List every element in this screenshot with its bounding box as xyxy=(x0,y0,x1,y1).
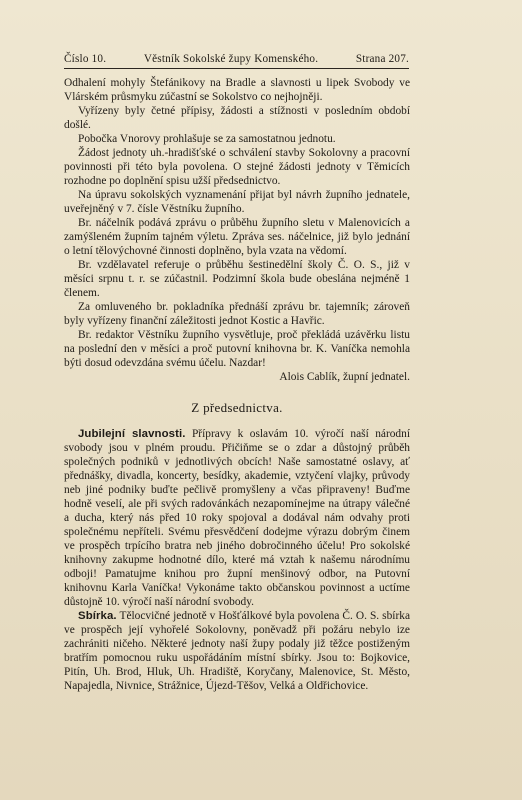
paragraph-lead: Jubilejní slavnosti. xyxy=(78,428,186,440)
page-content xyxy=(64,76,410,693)
paragraph: Br. náčelník podává zprávu o průběhu župního sletu v Malenovicích a zamýšleném župním tajném výletu. Zpráva ses. náčelnice, již bylo jednání o letní tělovýchovné činnosti doplněno, byla vzata na vědomí. xyxy=(64,217,410,257)
issue-number: Číslo 10. xyxy=(64,53,107,65)
paragraph: Pobočka Vnorovy prohlašuje se za samostatnou jednotu. xyxy=(78,133,336,145)
paragraph: Odhalení mohyly Štefánikovy na Bradle a slavnosti u lipek Svobody ve Vlárském průsmyku zúčastní se Sokolstvo co nejhojněji. xyxy=(64,77,410,103)
paragraph-text: Přípravy k oslavám 10. výročí naší národní svobody jsou v plném proudu. Přičiňme se o zdar a důstojný průběh společných podniků v jednotlivých obcích! Naše samostatné oslavy, ať přednášky, divadla, koncerty, besídky, akademie, vztyčení vlajky, průvody neb jiné podniky buďte pečlivě promyšleny a včas připraveny! Buďme hodně veselí, ale při svých radovánkách nezapomínejme na útrapy válečné a ducha, který nás před 10 roky spojoval a dodával nám odvahy proti společnému nepříteli. Svému přesvědčení dodejme výrazu dobrým činem ve prospěch trpícího bratra neb jiného dobročinného účelu! Pro sokolské knihovny zakupme hodnotné dílo, které má vztah k našemu národnímu odboji! Pamatujme knihou pro župní menšinový odbor, na Putovní knihovnu Karla Vaníčka! Vykonáme takto občanskou povinnost a uctíme důstojně 10. výročí naší národní svobody. xyxy=(64,428,410,608)
paragraph: Za omluveného br. pokladníka přednáší zprávu br. tajemník; zároveň byly vyřízeny finanční záležitosti jednot Kostic a Havřic. xyxy=(64,301,410,327)
paragraph: Br. redaktor Věstníku župního vysvětluje, proč překládá uzávěrku listu na poslední den v měsíci a proč putovní knihovna br. K. Vaníčka nemohla býti dosud odevzdána svému účelu. Nazdar! xyxy=(64,329,410,369)
section-title: Z předsednictva. xyxy=(191,400,283,415)
paragraph-lead: Sbírka. xyxy=(78,610,117,622)
paragraph: Br. vzdělavatel referuje o průběhu šestinedělní školy Č. O. S., již v měsíci srpnu t. r. se zúčastnil. Podzimní škola bude obeslána nejméně 1 členem. xyxy=(64,259,410,299)
signature: Alois Cablík, župní jednatel. xyxy=(279,371,410,383)
page-number: Strana 207. xyxy=(355,53,409,65)
journal-title: Věstník Sokolské župy Komenského. xyxy=(143,53,319,65)
paragraph-text: Tělocvičné jednotě v Hošťálkové byla povolena Č. O. S. sbírka ve prospěch její vyhořelé Sokolovny, poněvadž při požáru nebylo ize zachrániti ničeho. Některé jednoty naší župy podaly již těžce postiženým bratřím pomocnou ruku uspořádáním místní sbírky. Jsou to: Bojkovice, Pitín, Uh. Brod, Hluk, Uh. Hradiště, Koryčany, Malenovice, St. Město, Napajedla, Nivnice, Strážnice, Újezd-Těšov, Velká a Oldřichovice. xyxy=(64,610,410,692)
paragraph-jubilee xyxy=(64,427,410,609)
paragraph: Na úpravu sokolských vyznamenání přijat byl návrh župního jednatele, uveřejněný v 7. čísle Věstníku župního. xyxy=(64,189,410,215)
paragraph: Vyřízeny byly četné přípisy, žádosti a stížnosti v posledním období došlé. xyxy=(64,105,410,131)
paragraph: Žádost jednoty uh.-hradišťské o schválení stavby Sokolovny a pracovní povinnosti při této byla povolena. O stejné žádosti jednoty v Těmicích rozhodne po doplnění spisu užší předsednictvo. xyxy=(64,147,410,187)
paragraph-collection xyxy=(64,609,410,693)
page-header xyxy=(64,53,409,69)
